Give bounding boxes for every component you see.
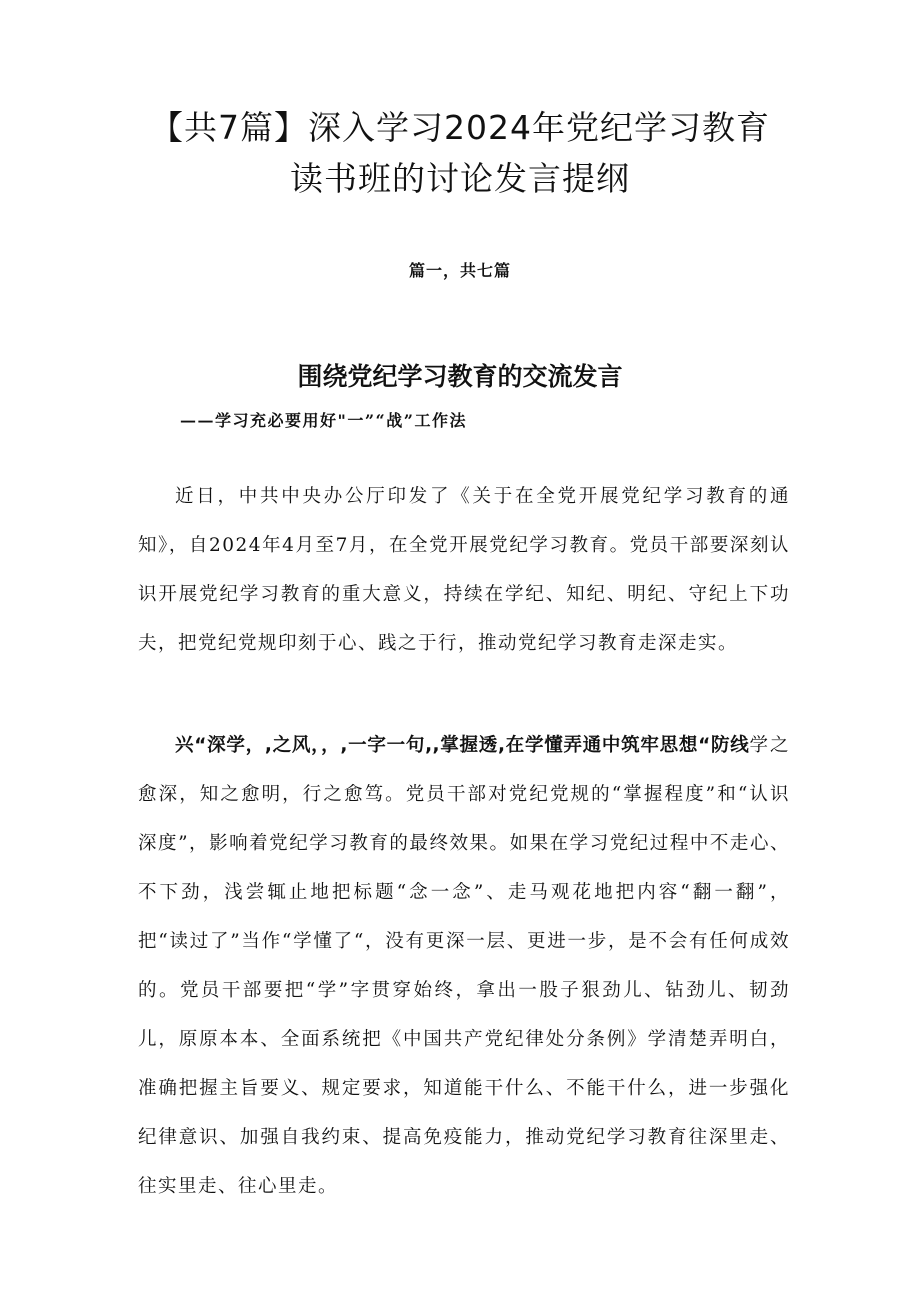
body-paragraph-2	[138, 721, 790, 1211]
body-paragraph-1: 近日，中共中央办公厅印发了《关于在全党开展党纪学习教育的通知》，自2024年4月至7月，在全党开展党纪学习教育。党员干部要深刻认识开展党纪学习教育的重大意义，持续在学纪、知纪、明纪、守纪上下功夫，把党纪党规印刻于心、践之于行，推动党纪学习教育走深走实。	[138, 486, 790, 654]
section-subtitle: ——学习充必要用好"一”“战”工作法	[180, 411, 467, 430]
section-title: 围绕党纪学习教育的交流发言	[297, 361, 623, 391]
paragraph-2-body: 学之愈深，知之愈明，行之愈笃。党员干部对党纪党规的“掌握程度”和“认识深度”，影响着党纪学习教育的最终效果。如果在学习党纪过程中不走心、不下劲，浅尝辄止地把标题“念一念”、走马观花地把内容“翻一翻”，把“读过了”当作“学懂了“，没有更深一层、更进一步，是不会有任何成效的。党员干部要把“学”字贯穿始终，拿出一股子狠劲儿、钻劲儿、韧劲儿，原原本本、全面系统把《中国共产党纪律处分条例》学清楚弄明白，准确把握主旨要义、规定要求，知道能干什么、不能干什么，进一步强化纪律意识、加强自我约束、提高免疫能力，推动党纪学习教育往深里走、往实里走、往心里走。	[138, 735, 790, 1197]
paragraph-2-lead-heading: 兴“深学，,之风，，,一字一句,,掌握透,在学懂弄通中筑牢思想“防线	[175, 735, 750, 756]
part-label: 篇一，共七篇	[408, 261, 511, 280]
document-title-line1: 【共7篇】深入学习2024年党纪学习教育	[150, 108, 770, 147]
document-title-line2: 读书班的讨论发言提纲	[290, 159, 630, 198]
